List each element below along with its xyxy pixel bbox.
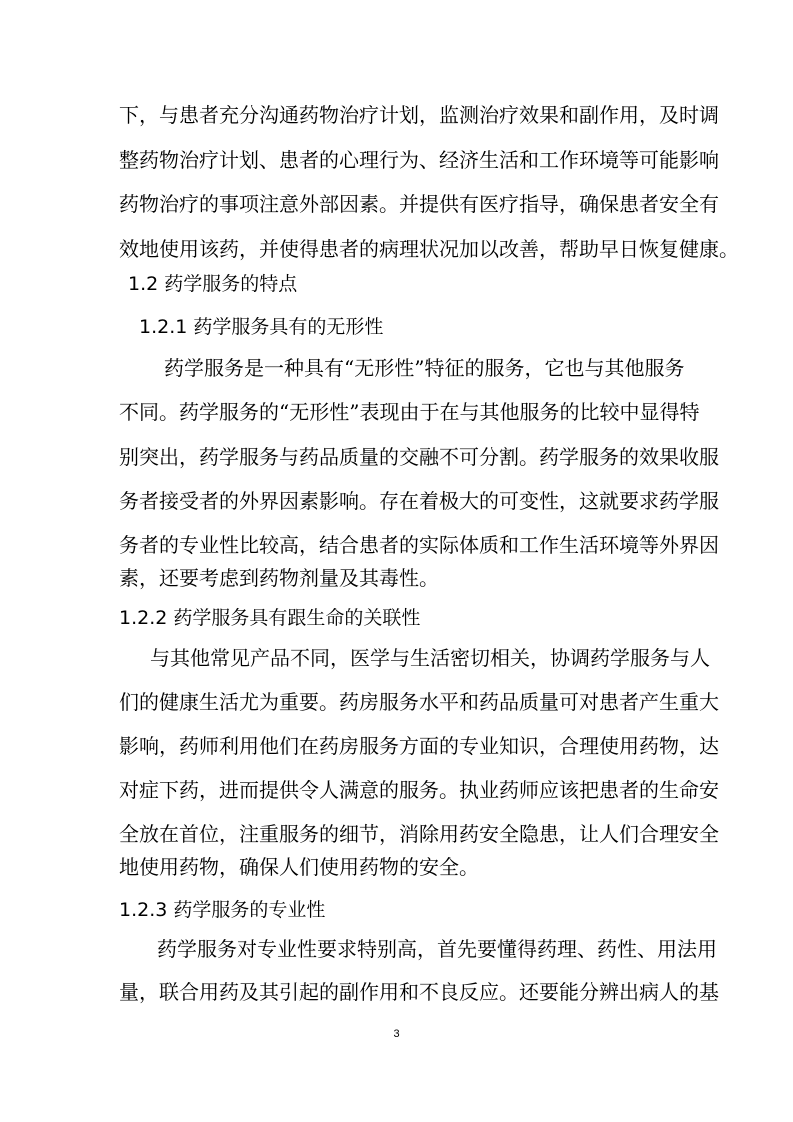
- paragraph-line: 与其他常见产品不同，医学与生活密切相关，协调药学服务与人: [150, 646, 710, 670]
- paragraph-line: 全放在首位，注重服务的细节，消除用药安全隐患，让人们合理安全: [119, 822, 719, 846]
- paragraph-line: 素，还要考虑到药物剂量及其毒性。: [119, 566, 439, 590]
- paragraph-line: 药物治疗的事项注意外部因素。并提供有医疗指导，确保患者安全有: [119, 192, 719, 216]
- paragraph-line: 对症下药，进而提供令人满意的服务。执业药师应该把患者的生命安: [119, 778, 719, 802]
- paragraph-line: 务者接受者的外界因素影响。存在着极大的可变性，这就要求药学服: [119, 489, 719, 513]
- paragraph-line: 务者的专业性比较高，结合患者的实际体质和工作生活环境等外界因: [119, 533, 719, 557]
- section-heading-1-2-1: 1.2.1 药学服务具有的无形性: [139, 316, 384, 338]
- paragraph-line: 影响，药师利用他们在药房服务方面的专业知识，合理使用药物，达: [119, 734, 719, 758]
- paragraph-line: 药学服务对专业性要求特别高，首先要懂得药理、药性、用法用: [157, 937, 717, 961]
- section-heading-1-2-2: 1.2.2 药学服务具有跟生命的关联性: [119, 607, 421, 629]
- paragraph-line: 地使用药物，确保人们使用药物的安全。: [119, 855, 479, 879]
- paragraph-line: 们的健康生活尤为重要。药房服务水平和药品质量可对患者产生重大: [119, 690, 719, 714]
- paragraph-line: 不同。药学服务的“无形性”表现由于在与其他服务的比较中显得特: [119, 400, 700, 424]
- paragraph-line: 整药物治疗计划、患者的心理行为、经济生活和工作环境等可能影响: [119, 148, 719, 172]
- paragraph-line: 别突出，药学服务与药品质量的交融不可分割。药学服务的效果收服: [119, 445, 719, 469]
- section-heading-1-2: 1.2 药学服务的特点: [128, 273, 298, 295]
- page-number: 3: [393, 1028, 400, 1040]
- section-heading-1-2-3: 1.2.3 药学服务的专业性: [119, 899, 326, 921]
- paragraph-line: 下，与患者充分沟通药物治疗计划，监测治疗效果和副作用，及时调: [119, 103, 719, 127]
- paragraph-line: 量，联合用药及其引起的副作用和不良反应。还要能分辨出病人的基: [119, 980, 719, 1004]
- paragraph-line: 药学服务是一种具有“无形性”特征的服务，它也与其他服务: [164, 356, 685, 380]
- paragraph-line: 效地使用该药，并使得患者的病理状况加以改善，帮助早日恢复健康。: [119, 237, 739, 261]
